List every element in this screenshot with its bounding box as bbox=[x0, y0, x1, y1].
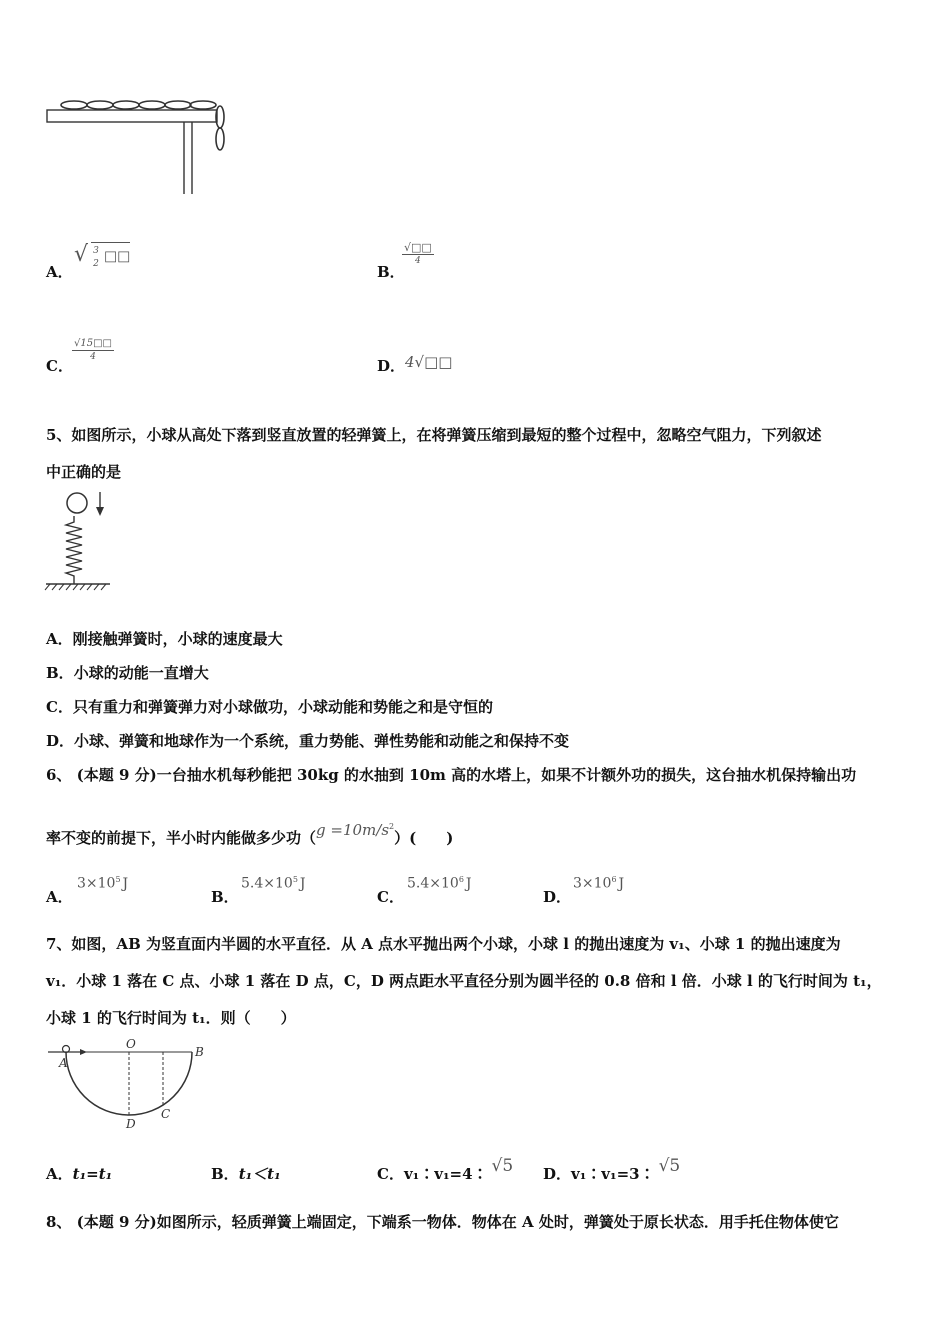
q7-option-c-text: v₁∶v₁=4∶ bbox=[403, 1165, 488, 1183]
q7-option-b-text: t₁＜t₁ bbox=[238, 1165, 281, 1183]
q5-option-b-text: 小球的动能一直增大 bbox=[73, 664, 209, 682]
ball-spring-figure bbox=[44, 490, 114, 594]
q4-option-c-label: C． bbox=[46, 357, 73, 375]
q4-option-b-label: B． bbox=[377, 263, 405, 281]
q4-option-d-label: D． bbox=[377, 357, 406, 375]
q7-stem-line3: 小球 1 的飞行时间为 t₁．则（ ） bbox=[46, 1009, 296, 1027]
q7-option-a[interactable]: A．t₁=t₁ bbox=[46, 1165, 113, 1183]
q7-stem-line2: v₁．小球 1 落在 C 点、小球 1 落在 D 点，C，D 两点距水平直径分别为圆半径的 0.8 倍和 l 倍．小球 l 的飞行时间为 t₁， bbox=[46, 972, 882, 990]
q7-label-a: A bbox=[59, 1056, 68, 1070]
q7-stem-line1: 7、如图，AB 为竖直面内半圆的水平直径．从 A 点水平抛出两个小球，小球 l 的抛出速度为 v₁、小球 1 的抛出速度为 bbox=[46, 935, 841, 953]
q7-option-c-sqrt: √5 bbox=[491, 1156, 514, 1176]
q5-option-a[interactable]: A．刚接触弹簧时，小球的速度最大 bbox=[46, 630, 283, 648]
semicircle-figure bbox=[44, 1036, 224, 1132]
q4-option-a[interactable] bbox=[46, 261, 73, 282]
q7-label-c: C bbox=[161, 1107, 171, 1121]
q7-option-c[interactable]: C．v₁∶v₁=4∶ √5 bbox=[377, 1156, 514, 1183]
q5-option-c[interactable]: C．只有重力和弹簧弹力对小球做功，小球动能和势能之和是守恒的 bbox=[46, 698, 493, 716]
q5-option-d[interactable]: D．小球、弹簧和地球作为一个系统，重力势能、弹性势能和动能之和保持不变 bbox=[46, 732, 570, 750]
q6-option-b-value: $5.4\times 10^5$ J bbox=[241, 875, 306, 892]
q6-option-a[interactable]: A． bbox=[46, 888, 73, 906]
q5-stem-line2: 中正确的是 bbox=[46, 463, 122, 481]
q7-label-d: D bbox=[126, 1117, 136, 1131]
q4-option-d[interactable] bbox=[377, 355, 405, 376]
q7-label-o: O bbox=[126, 1037, 136, 1051]
q7-option-a-text: t₁=t₁ bbox=[72, 1165, 113, 1183]
q5-option-d-text: 小球、弹簧和地球作为一个系统，重力势能、弹性势能和动能之和保持不变 bbox=[74, 732, 570, 750]
q7-option-d-sqrt: √5 bbox=[658, 1156, 681, 1176]
q5-option-b[interactable]: B．小球的动能一直增大 bbox=[46, 664, 209, 682]
q6-option-c[interactable]: C． bbox=[377, 888, 404, 906]
q4-option-c-formula: √15□□ 4 bbox=[74, 338, 112, 362]
q4-option-b[interactable] bbox=[377, 261, 405, 282]
q4-option-d-formula: 4√□□ bbox=[405, 353, 453, 371]
chain-table-figure bbox=[40, 96, 240, 200]
q5-option-a-text: 刚接触弹簧时，小球的速度最大 bbox=[72, 630, 283, 648]
q6-option-c-value: $5.4\times 10^6$ J bbox=[407, 875, 472, 892]
q4-option-b-formula: √□□ 4 bbox=[404, 241, 432, 266]
q5-stem-line1: 5、如图所示，小球从高处下落到竖直放置的轻弹簧上，在将弹簧压缩到最短的整个过程中，忽略空气阻力，下列叙述 bbox=[46, 426, 822, 444]
q8-stem-line1: 8、 (本题 9 分)如图所示，轻质弹簧上端固定，下端系一物体．物体在 A 处时，弹簧处于原长状态．用手托住物体使它 bbox=[46, 1213, 839, 1231]
q4-option-c[interactable] bbox=[46, 355, 73, 376]
q6-gravity-formula: $g =10m/s^2$ bbox=[316, 821, 395, 839]
q4-option-a-label: A． bbox=[46, 263, 73, 281]
q6-option-b[interactable]: B． bbox=[211, 888, 239, 906]
q5-option-c-text: 只有重力和弹簧弹力对小球做功，小球动能和势能之和是守恒的 bbox=[72, 698, 493, 716]
q6-stem-line1: 6、 (本题 9 分)一台抽水机每秒能把 30kg 的水抽到 10m 高的水塔上，如果不计额外功的损失，这台抽水机保持输出功 bbox=[46, 766, 857, 784]
q6-stem-line2: 率不变的前提下，半小时内能做多少功$(g =10m/s^2)$( ) bbox=[46, 821, 454, 847]
q6-option-d-value: $3\times 10^6$ J bbox=[573, 875, 625, 892]
q7-option-d[interactable]: D．v₁∶v₁=3∶ √5 bbox=[543, 1156, 681, 1183]
q6-option-d[interactable]: D． bbox=[543, 888, 572, 906]
q7-option-b[interactable]: B．t₁＜t₁ bbox=[211, 1165, 281, 1183]
q7-label-b: B bbox=[195, 1045, 204, 1059]
q7-option-d-text: v₁∶v₁=3∶ bbox=[571, 1165, 655, 1183]
q6-option-a-value: $3\times 10^5$ J bbox=[77, 875, 129, 892]
q4-option-a-formula: √ 3 2 □□ bbox=[74, 242, 131, 269]
